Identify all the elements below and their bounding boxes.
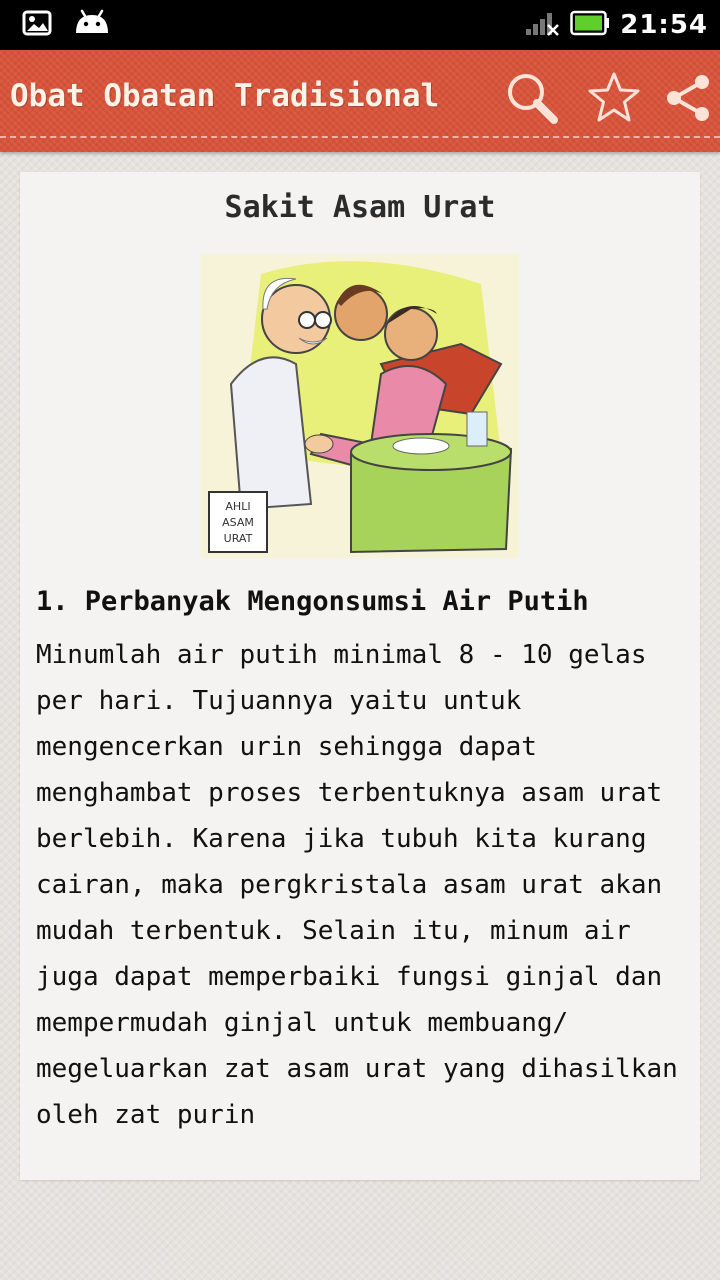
article-illustration bbox=[201, 254, 519, 558]
illustration-sign-text: AHLI bbox=[225, 500, 251, 513]
article-title: Sakit Asam Urat bbox=[224, 190, 496, 225]
svg-text:ASAM: ASAM bbox=[222, 516, 254, 529]
status-bar bbox=[0, 0, 720, 50]
signal-icon bbox=[524, 9, 560, 41]
status-time: 21:54 bbox=[620, 10, 708, 40]
battery-icon bbox=[570, 10, 610, 40]
section-heading: 1. Perbanyak Mengonsumsi Air Putih bbox=[36, 586, 589, 617]
star-icon bbox=[586, 70, 642, 130]
status-system bbox=[524, 9, 708, 41]
svg-text:URAT: URAT bbox=[223, 532, 253, 545]
favorite-button[interactable] bbox=[582, 68, 646, 132]
article-card bbox=[20, 172, 700, 1180]
status-notifications bbox=[22, 9, 110, 41]
article-body: Minumlah air putih minimal 8 - 10 gelas per hari. Tujuannya yaitu untuk mengencerkan urin sehingga dapat menghambat proses terbentuknya asam urat berlebih. Karena jika tubuh kita kurang cairan, maka pergkristala asam urat akan mudah terbentuk. Selain itu, minum air juga dapat memperbaiki fungsi ginjal dan mempermudah ginjal untuk membuang/ megeluarkan zat asam urat yang dihasilkan oleh zat purin bbox=[36, 640, 678, 1130]
image-notification-icon bbox=[22, 10, 52, 40]
app-title: Obat Obatan Tradisional bbox=[10, 78, 440, 114]
search-icon bbox=[502, 68, 562, 132]
share-button[interactable] bbox=[656, 68, 720, 132]
app-bar bbox=[0, 50, 720, 152]
android-notification-icon bbox=[74, 9, 110, 41]
search-button[interactable] bbox=[500, 68, 564, 132]
share-icon bbox=[662, 72, 714, 128]
